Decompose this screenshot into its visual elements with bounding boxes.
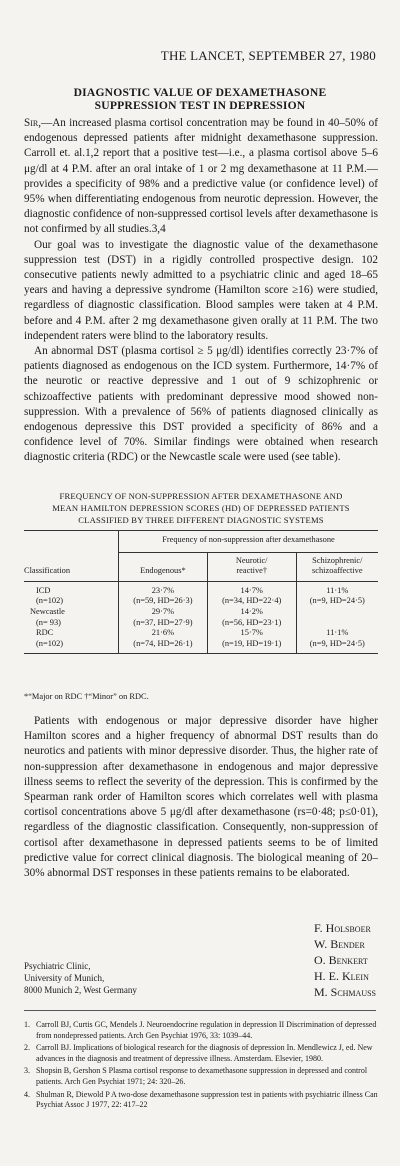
header-classification: Classification bbox=[24, 566, 71, 576]
row-icd-name: ICD bbox=[36, 585, 51, 595]
row-rdc-endo-detail: (n=74, HD=26·1) bbox=[133, 638, 193, 648]
row-rdc-neur-detail: (n=19, HD=19·1) bbox=[222, 638, 282, 648]
row-newcastle-neur-detail: (n=56, HD=23·1) bbox=[222, 617, 282, 627]
affiliation bbox=[24, 960, 137, 996]
row-rdc-n: (n=102) bbox=[36, 638, 64, 648]
row-icd-schiz-detail: (n=9, HD=24·5) bbox=[309, 596, 365, 606]
paragraph-1 bbox=[24, 116, 378, 238]
table-row bbox=[24, 628, 378, 654]
header-neurotic-line-2: reactive† bbox=[236, 566, 268, 576]
row-icd-endogenous bbox=[119, 581, 208, 607]
header-schizo bbox=[296, 552, 378, 581]
reference-number: 1. bbox=[24, 1020, 30, 1029]
row-rdc-name: RDC bbox=[36, 628, 54, 638]
reference-item bbox=[24, 1043, 378, 1064]
row-rdc-endo-pct: 21·6% bbox=[151, 628, 175, 638]
paragraph-2: Our goal was to investigate the diagnostic value of the dexamethasone suppression test (DST) in a rigidly controlled prospective design. 102 consecutive patients newly admitted to a psychiatric clinic and aged 18–65 years and having a depressive syndrome (Hamilton score ≥16) were studied, regardless of diagnostic classification. Blood samples were taken at 4 P.M. before and 4 P.M. after 2 mg dexamethasone given orally at 11 P.M. The two independent raters were blind to the laboratory results. bbox=[24, 238, 378, 342]
frequency-table bbox=[24, 530, 378, 654]
reference-text: Carroll BJ, Curtis GC, Mendels J. Neuroendocrine regulation in depression II Discrimination of depressed from nondepressed patients. Arch Gen Psychiat 1976, 33: 1039–44. bbox=[36, 1020, 377, 1040]
row-rdc-label bbox=[24, 628, 119, 654]
reference-number: 4. bbox=[24, 1089, 30, 1099]
affiliation-line-3: 8000 Munich 2, West Germany bbox=[24, 985, 137, 995]
article-title bbox=[24, 86, 376, 112]
reference-item bbox=[24, 1066, 378, 1087]
author-4: H. E. Klein bbox=[313, 969, 369, 983]
table-row bbox=[24, 607, 378, 628]
author-2: W. Bender bbox=[313, 937, 365, 951]
reference-number: 3. bbox=[24, 1066, 30, 1076]
header-schizo-line-1: Schizophrenic/ bbox=[312, 555, 363, 565]
title-line-2: SUPPRESSION TEST IN DEPRESSION bbox=[94, 99, 306, 112]
author-list bbox=[314, 920, 376, 1000]
table-caption-line-2: MEAN HAMILTON DEPRESSION SCORES (HD) OF DEPRESSED PATIENTS bbox=[52, 503, 350, 513]
table-header-spacer bbox=[24, 531, 119, 553]
paragraph-3: An abnormal DST (plasma cortisol ≥ 5 μg/dl) identifies correctly 23·7% of patients diagnosed as endogenous on the ICD system. Furthermore, 14·7% of the neurotic or reactive depressive and 1 out of 9 schizophrenic or schizoaffective patients with predominant depressive mood showed non-suppression. With a prevalence of 56% of patients diagnosed clinically as endogenous depressive this DST provided a specificity of 86% and a confidence level of 70%. Similar findings were obtained when research diagnostic criteria (RDC) or the Newcastle scale were used (see table). bbox=[24, 345, 378, 464]
reference-text: Shulman R, Diewold P A two-dose dexamethasone suppression test in patients with psychiatric illness Can Psychiat Assoc J 1977, 22: 417–22 bbox=[36, 1089, 378, 1110]
row-newcastle-n: (n= 93) bbox=[36, 617, 61, 627]
row-icd-endo-detail: (n=59, HD=26·3) bbox=[133, 596, 193, 606]
reference-text: Shopsin B, Gershon S Plasma cortisol response to dexamethasone suppression in depressed and control patients. Arch Gen Psychiat 1971; 24: 320–26. bbox=[36, 1066, 368, 1086]
reference-item bbox=[24, 1090, 378, 1111]
row-rdc-endogenous bbox=[119, 628, 208, 654]
row-icd-n: (n=102) bbox=[36, 596, 64, 606]
row-icd-schiz-pct: 11·1% bbox=[326, 585, 349, 595]
row-newcastle-schizo bbox=[296, 607, 378, 628]
affiliation-line-1: Psychiatric Clinic, bbox=[24, 961, 91, 971]
table-caption-line-1: FREQUENCY OF NON-SUPPRESSION AFTER DEXAMETHASONE AND bbox=[59, 491, 343, 501]
row-rdc-schiz-pct: 11·1% bbox=[326, 628, 349, 638]
reference-list bbox=[24, 1020, 378, 1113]
table-row bbox=[24, 581, 378, 607]
paragraph-4: Patients with endogenous or major depressive disorder have higher Hamilton scores and a higher frequency of abnormal DST results than do neurotics and patients with minor depressive disorder. Thus, the higher rate of non-suppression after dexamethasone in endogenous and major depressive illness seems to reflect the severity of the depression. This is confirmed by the Spearman rank order of Hamilton scores which correlates well with plasma cortisol concentrations above 5 μg/dl after dexamethasone (rs=0·48; p≤0·01), regardless of the diagnostic classification. Consequently, non-suppression of cortisol after dexamethasone in depressed patients seems to be of limited predictive value for correct clinical diagnosis. The biological meaning of 20–30% abnormal DST responses in these patients remains to be elaborated. bbox=[24, 715, 378, 880]
row-rdc-schizo bbox=[296, 628, 378, 654]
row-rdc-neurotic bbox=[207, 628, 296, 654]
reference-item bbox=[24, 1020, 378, 1041]
table-footnote: *“Major on RDC †“Minor” on RDC. bbox=[24, 692, 149, 701]
table-span-header: Frequency of non-suppression after dexamethasone bbox=[119, 531, 379, 553]
header-neurotic-line-1: Neurotic/ bbox=[235, 555, 268, 565]
row-newcastle-label bbox=[24, 607, 119, 628]
reference-number: 2. bbox=[24, 1043, 30, 1053]
row-rdc-neur-pct: 15·7% bbox=[240, 628, 263, 638]
row-newcastle-endogenous bbox=[119, 607, 208, 628]
row-rdc-schiz-detail: (n=9, HD=24·5) bbox=[309, 638, 365, 648]
author-1: F. Holsboer bbox=[313, 921, 371, 935]
title-line-1: DIAGNOSTIC VALUE OF DEXAMETHASONE bbox=[73, 86, 327, 99]
author-3: O. Benkert bbox=[313, 953, 368, 967]
row-newcastle-neur-pct: 14·2% bbox=[240, 606, 263, 616]
row-icd-neur-detail: (n=34, HD=22·4) bbox=[222, 596, 282, 606]
affiliation-line-2: University of Munich, bbox=[24, 973, 105, 983]
body-text-top bbox=[24, 116, 378, 466]
header-endogenous: Endogenous* bbox=[119, 552, 208, 581]
salutation: Sir, bbox=[24, 117, 42, 129]
row-newcastle-neurotic bbox=[207, 607, 296, 628]
row-icd-neurotic bbox=[207, 581, 296, 607]
body-text-bottom bbox=[24, 714, 378, 881]
row-newcastle-endo-pct: 29·7% bbox=[151, 606, 175, 616]
header-neurotic bbox=[207, 552, 296, 581]
author-5: M. Schmauss bbox=[313, 985, 376, 999]
header-schizo-line-2: schizoaffective bbox=[312, 566, 363, 576]
row-icd-schizo bbox=[296, 581, 378, 607]
references-divider bbox=[24, 1010, 376, 1011]
reference-text: Carroll BJ. Implications of biological research for the diagnosis of depression In. Mendlewicz J, ed. New advances in the diagnosis and treatment of depressive illness. Amsterdam. Elsevier, 1980. bbox=[36, 1043, 373, 1063]
row-icd-neur-pct: 14·7% bbox=[240, 585, 263, 595]
table-caption bbox=[24, 490, 378, 526]
row-newcastle-name: Newcastle bbox=[30, 606, 65, 616]
table-caption-line-3: CLASSIFIED BY THREE DIFFERENT DIAGNOSTIC SYSTEMS bbox=[78, 515, 324, 525]
running-head: THE LANCET, SEPTEMBER 27, 1980 bbox=[160, 48, 376, 63]
paragraph-1-text: —An increased plasma cortisol concentration may be found in 40–50% of endogenous depressed patients after midnight dexamethasone suppression. Carroll et. al.1,2 report that a positive test—i.e., a plasma cortisol above 5–6 μg/dl at 4 P.M. after an oral intake of 1 or 2 mg dexamethasone at 11 P.M.—provides a specificity of 98% and a predictive value (or confidence level) of 95% when differentiating endogenous from neurotic depression. However, the diagnostic confidence of non-suppressed cortisol levels after dexamethasone is not confirmed by all studies.3,4 bbox=[24, 117, 378, 236]
row-icd-label bbox=[24, 581, 119, 607]
row-icd-endo-pct: 23·7% bbox=[151, 585, 175, 595]
row-newcastle-endo-detail: (n=37, HD=27·9) bbox=[133, 617, 193, 627]
